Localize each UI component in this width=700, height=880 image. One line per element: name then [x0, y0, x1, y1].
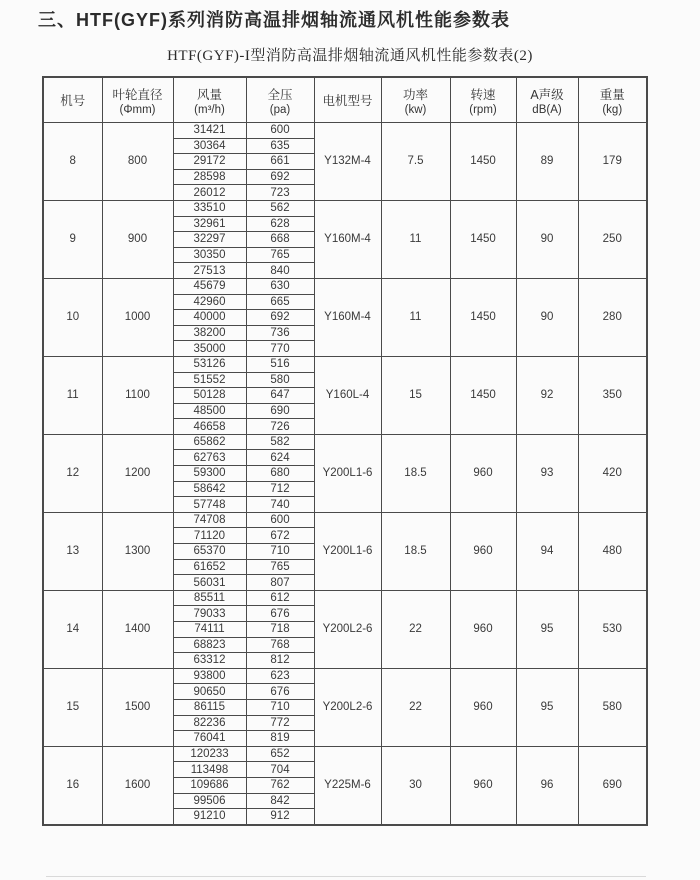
- cell-speed: 1450: [450, 200, 516, 278]
- cell-pressure: 623: [246, 668, 314, 684]
- cell-pressure: 672: [246, 528, 314, 544]
- table-row: [43, 356, 647, 372]
- cell-pressure: 676: [246, 606, 314, 622]
- col-header-motor-model: [314, 77, 381, 123]
- table-row: [43, 590, 647, 606]
- cell-power: 30: [381, 746, 450, 824]
- table-row: [43, 668, 647, 684]
- cell-noise-level: 90: [516, 278, 578, 356]
- cell-motor-model: Y160L-4: [314, 356, 381, 434]
- cell-airflow: 38200: [173, 325, 246, 341]
- cell-pressure: 819: [246, 731, 314, 747]
- cell-speed: 960: [450, 668, 516, 746]
- col-header-label: 重量: [599, 87, 625, 102]
- cell-diameter: 1200: [102, 434, 173, 512]
- cell-airflow: 86115: [173, 699, 246, 715]
- cell-motor-model: Y200L2-6: [314, 668, 381, 746]
- cell-motor-model: Y160M-4: [314, 200, 381, 278]
- cell-airflow: 27513: [173, 263, 246, 279]
- col-header-model-no: [43, 77, 102, 123]
- cell-airflow: 109686: [173, 777, 246, 793]
- cell-power: 11: [381, 278, 450, 356]
- cell-pressure: 772: [246, 715, 314, 731]
- cell-pressure: 690: [246, 403, 314, 419]
- cell-airflow: 28598: [173, 169, 246, 185]
- table-row: [43, 746, 647, 762]
- cell-pressure: 765: [246, 559, 314, 575]
- cell-pressure: 580: [246, 372, 314, 388]
- cell-pressure: 600: [246, 512, 314, 528]
- page-bottom-divider: [46, 876, 646, 877]
- col-header-noise-level: [516, 77, 578, 123]
- cell-model-no: 11: [43, 356, 102, 434]
- col-header-unit: (kg): [602, 103, 623, 116]
- col-header-unit: (kw): [404, 103, 427, 116]
- cell-pressure: 710: [246, 544, 314, 560]
- cell-weight: 179: [578, 123, 647, 201]
- cell-pressure: 624: [246, 450, 314, 466]
- col-header-airflow: [173, 77, 246, 123]
- col-header-label: 机号: [60, 93, 86, 108]
- cell-pressure: 652: [246, 746, 314, 762]
- cell-pressure: 912: [246, 809, 314, 825]
- cell-pressure: 647: [246, 388, 314, 404]
- cell-diameter: 1500: [102, 668, 173, 746]
- cell-power: 15: [381, 356, 450, 434]
- cell-diameter: 1100: [102, 356, 173, 434]
- cell-speed: 1450: [450, 123, 516, 201]
- cell-motor-model: Y160M-4: [314, 278, 381, 356]
- cell-airflow: 71120: [173, 528, 246, 544]
- cell-airflow: 30350: [173, 247, 246, 263]
- cell-pressure: 600: [246, 123, 314, 139]
- cell-airflow: 26012: [173, 185, 246, 201]
- cell-diameter: 1400: [102, 590, 173, 668]
- cell-pressure: 807: [246, 575, 314, 591]
- cell-diameter: 900: [102, 200, 173, 278]
- cell-airflow: 63312: [173, 653, 246, 669]
- cell-pressure: 768: [246, 637, 314, 653]
- cell-pressure: 842: [246, 793, 314, 809]
- cell-noise-level: 89: [516, 123, 578, 201]
- cell-pressure: 665: [246, 294, 314, 310]
- fan-spec-table: [42, 76, 648, 826]
- table-row: [43, 512, 647, 528]
- cell-pressure: 628: [246, 216, 314, 232]
- cell-airflow: 30364: [173, 138, 246, 154]
- table-row: [43, 200, 647, 216]
- cell-weight: 580: [578, 668, 647, 746]
- cell-weight: 420: [578, 434, 647, 512]
- cell-noise-level: 94: [516, 512, 578, 590]
- cell-pressure: 635: [246, 138, 314, 154]
- page-title: 三、HTF(GYF)系列消防高温排烟轴流通风机性能参数表: [38, 10, 510, 30]
- cell-pressure: 668: [246, 232, 314, 248]
- cell-weight: 250: [578, 200, 647, 278]
- cell-airflow: 82236: [173, 715, 246, 731]
- cell-speed: 1450: [450, 356, 516, 434]
- cell-airflow: 56031: [173, 575, 246, 591]
- cell-airflow: 99506: [173, 793, 246, 809]
- cell-speed: 1450: [450, 278, 516, 356]
- col-header-speed: [450, 77, 516, 123]
- cell-pressure: 661: [246, 154, 314, 170]
- cell-weight: 280: [578, 278, 647, 356]
- cell-pressure: 718: [246, 622, 314, 638]
- cell-diameter: 1600: [102, 746, 173, 824]
- cell-weight: 480: [578, 512, 647, 590]
- cell-pressure: 630: [246, 278, 314, 294]
- cell-airflow: 32961: [173, 216, 246, 232]
- cell-speed: 960: [450, 746, 516, 824]
- cell-power: 7.5: [381, 123, 450, 201]
- cell-pressure: 723: [246, 185, 314, 201]
- cell-noise-level: 96: [516, 746, 578, 824]
- col-header-unit: (pa): [269, 103, 291, 116]
- col-header-pressure: [246, 77, 314, 123]
- cell-airflow: 32297: [173, 232, 246, 248]
- cell-airflow: 113498: [173, 762, 246, 778]
- cell-power: 22: [381, 590, 450, 668]
- cell-pressure: 736: [246, 325, 314, 341]
- cell-power: 18.5: [381, 512, 450, 590]
- cell-pressure: 770: [246, 341, 314, 357]
- col-header-unit: (m³/h): [194, 103, 225, 116]
- cell-diameter: 800: [102, 123, 173, 201]
- col-header-label: A声级: [530, 87, 564, 102]
- cell-power: 18.5: [381, 434, 450, 512]
- cell-pressure: 726: [246, 419, 314, 435]
- cell-airflow: 93800: [173, 668, 246, 684]
- cell-airflow: 35000: [173, 341, 246, 357]
- table-row: [43, 278, 647, 294]
- col-header-label: 转速: [470, 87, 496, 102]
- col-header-label: 电机型号: [322, 93, 373, 108]
- cell-motor-model: Y200L1-6: [314, 512, 381, 590]
- cell-pressure: 765: [246, 247, 314, 263]
- cell-pressure: 692: [246, 169, 314, 185]
- cell-pressure: 762: [246, 777, 314, 793]
- cell-airflow: 120233: [173, 746, 246, 762]
- cell-noise-level: 90: [516, 200, 578, 278]
- cell-pressure: 562: [246, 200, 314, 216]
- cell-motor-model: Y225M-6: [314, 746, 381, 824]
- cell-weight: 690: [578, 746, 647, 824]
- cell-airflow: 29172: [173, 154, 246, 170]
- cell-pressure: 692: [246, 310, 314, 326]
- cell-airflow: 68823: [173, 637, 246, 653]
- cell-pressure: 740: [246, 497, 314, 513]
- cell-airflow: 40000: [173, 310, 246, 326]
- cell-weight: 350: [578, 356, 647, 434]
- col-header-diameter: [102, 77, 173, 123]
- col-header-weight: [578, 77, 647, 123]
- table-header: [43, 77, 647, 123]
- cell-airflow: 31421: [173, 123, 246, 139]
- col-header-unit: (Φmm): [119, 103, 156, 116]
- cell-airflow: 48500: [173, 403, 246, 419]
- cell-airflow: 65862: [173, 434, 246, 450]
- cell-airflow: 90650: [173, 684, 246, 700]
- cell-airflow: 50128: [173, 388, 246, 404]
- cell-model-no: 16: [43, 746, 102, 824]
- cell-motor-model: Y200L2-6: [314, 590, 381, 668]
- col-header-unit: (rpm): [469, 103, 497, 116]
- col-header-unit: dB(A): [532, 103, 562, 116]
- cell-airflow: 65370: [173, 544, 246, 560]
- cell-airflow: 57748: [173, 497, 246, 513]
- table-row: [43, 434, 647, 450]
- cell-model-no: 8: [43, 123, 102, 201]
- col-header-label: 功率: [402, 87, 428, 102]
- cell-motor-model: Y132M-4: [314, 123, 381, 201]
- cell-noise-level: 95: [516, 668, 578, 746]
- page-subtitle: HTF(GYF)-I型消防高温排烟轴流通风机性能参数表(2): [167, 48, 533, 64]
- cell-speed: 960: [450, 434, 516, 512]
- cell-pressure: 704: [246, 762, 314, 778]
- cell-pressure: 680: [246, 466, 314, 482]
- cell-model-no: 13: [43, 512, 102, 590]
- col-header-label: 全压: [267, 87, 293, 102]
- cell-airflow: 91210: [173, 809, 246, 825]
- cell-airflow: 74708: [173, 512, 246, 528]
- cell-noise-level: 92: [516, 356, 578, 434]
- cell-airflow: 46658: [173, 419, 246, 435]
- cell-airflow: 61652: [173, 559, 246, 575]
- table-body: [43, 123, 647, 825]
- cell-diameter: 1300: [102, 512, 173, 590]
- cell-airflow: 58642: [173, 481, 246, 497]
- cell-power: 11: [381, 200, 450, 278]
- cell-model-no: 9: [43, 200, 102, 278]
- cell-pressure: 812: [246, 653, 314, 669]
- cell-pressure: 840: [246, 263, 314, 279]
- col-header-power: [381, 77, 450, 123]
- table-row: [43, 123, 647, 139]
- cell-speed: 960: [450, 590, 516, 668]
- cell-diameter: 1000: [102, 278, 173, 356]
- cell-power: 22: [381, 668, 450, 746]
- cell-speed: 960: [450, 512, 516, 590]
- cell-pressure: 712: [246, 481, 314, 497]
- cell-airflow: 76041: [173, 731, 246, 747]
- cell-airflow: 53126: [173, 356, 246, 372]
- cell-airflow: 42960: [173, 294, 246, 310]
- col-header-label: 风量: [196, 87, 222, 102]
- cell-airflow: 45679: [173, 278, 246, 294]
- cell-model-no: 14: [43, 590, 102, 668]
- cell-pressure: 710: [246, 699, 314, 715]
- cell-airflow: 33510: [173, 200, 246, 216]
- cell-airflow: 62763: [173, 450, 246, 466]
- table-header-row: [43, 77, 647, 123]
- cell-airflow: 85511: [173, 590, 246, 606]
- col-header-label: 叶轮直径: [112, 87, 163, 102]
- cell-airflow: 59300: [173, 466, 246, 482]
- cell-airflow: 51552: [173, 372, 246, 388]
- cell-pressure: 516: [246, 356, 314, 372]
- cell-airflow: 74111: [173, 622, 246, 638]
- cell-pressure: 582: [246, 434, 314, 450]
- cell-pressure: 676: [246, 684, 314, 700]
- cell-model-no: 12: [43, 434, 102, 512]
- cell-pressure: 612: [246, 590, 314, 606]
- cell-airflow: 79033: [173, 606, 246, 622]
- cell-weight: 530: [578, 590, 647, 668]
- cell-noise-level: 95: [516, 590, 578, 668]
- cell-model-no: 15: [43, 668, 102, 746]
- cell-noise-level: 93: [516, 434, 578, 512]
- cell-motor-model: Y200L1-6: [314, 434, 381, 512]
- cell-model-no: 10: [43, 278, 102, 356]
